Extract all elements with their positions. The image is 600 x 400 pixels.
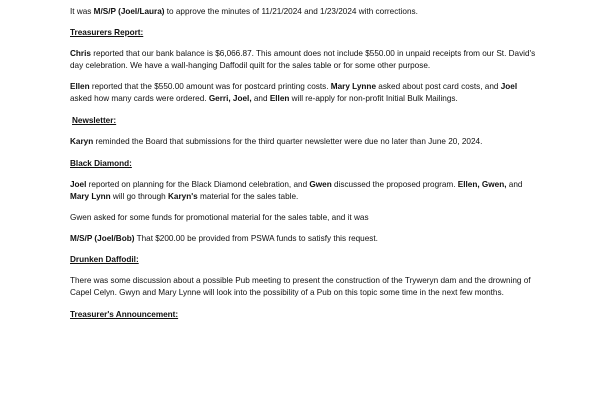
paragraph-text: will go through: [110, 192, 169, 201]
motion-movers: M/S/P (Joel/Bob): [70, 234, 135, 243]
treasurers-report-paragraph-1: [70, 48, 540, 72]
treasurers-announcement-heading: Treasurer's Announcement:: [70, 310, 179, 319]
person-name: Chris: [70, 49, 91, 58]
person-name: Mary Lynn: [70, 192, 111, 201]
black-diamond-heading: Black Diamond:: [70, 159, 132, 168]
newsletter-heading: Newsletter:: [72, 116, 117, 125]
person-names: Ellen, Gwen,: [457, 180, 507, 189]
motion-text: to approve the minutes of 11/21/2024 and 1/23/2024 with corrections.: [164, 7, 418, 16]
paragraph-text: material for the sales table.: [197, 192, 299, 201]
treasurers-report-paragraph-2: [70, 81, 540, 105]
person-name: Joel: [500, 82, 518, 91]
person-name: Joel: [70, 180, 87, 189]
person-name: Mary Lynne: [330, 82, 376, 91]
document-page: [70, 6, 540, 321]
person-name: Gwen: [309, 180, 332, 189]
black-diamond-paragraph-1: [70, 179, 540, 203]
drunken-daffodil-paragraph: There was some discussion about a possible Pub meeting to present the construction of the Tryweryn dam and the drowning of Capel Celyn. Gwyn and Mary Lynne will look into the possibility of a Pub on this topic some time in the next few months.: [70, 276, 531, 297]
newsletter-paragraph: [70, 136, 540, 148]
paragraph-text: reported that our bank balance is $6,066.87. This amount does not include $550.00 in unpaid receipts from our St. David's day celebration. We have a wall-hanging Daffodil quilt for the sales table or for some other purpose.: [70, 49, 536, 70]
person-name: Ellen: [269, 94, 290, 103]
paragraph-text: and: [506, 180, 523, 189]
minutes-approval-motion: [70, 6, 540, 18]
paragraph-text: reminded the Board that submissions for the third quarter newsletter were due no later than June 20, 2024.: [93, 137, 483, 146]
person-name: Karyn's: [168, 192, 198, 201]
drunken-daffodil-heading: Drunken Daffodil:: [70, 255, 139, 264]
paragraph-text: and: [253, 94, 270, 103]
motion-prefix: It was: [70, 7, 94, 16]
paragraph-text: asked about post card costs, and: [376, 82, 501, 91]
person-name: Ellen: [70, 82, 90, 91]
motion-movers: M/S/P (Joel/Laura): [93, 7, 165, 16]
paragraph-text: asked how many cards were ordered.: [70, 94, 209, 103]
person-name: Karyn: [70, 137, 94, 146]
black-diamond-paragraph-2: Gwen asked for some funds for promotional material for the sales table, and it was: [70, 213, 369, 222]
black-diamond-motion: [70, 233, 540, 245]
treasurers-report-heading: Treasurers Report:: [70, 28, 144, 37]
paragraph-text: reported that the $550.00 amount was for postcard printing costs.: [89, 82, 331, 91]
motion-text: That $200.00 be provided from PSWA funds to satisfy this request.: [134, 234, 378, 243]
paragraph-text: reported on planning for the Black Diamond celebration, and: [86, 180, 310, 189]
person-names: Gerri, Joel,: [208, 94, 254, 103]
paragraph-text: discussed the proposed program.: [331, 180, 458, 189]
paragraph-text: will re-apply for non-profit Initial Bulk Mailings.: [289, 94, 458, 103]
